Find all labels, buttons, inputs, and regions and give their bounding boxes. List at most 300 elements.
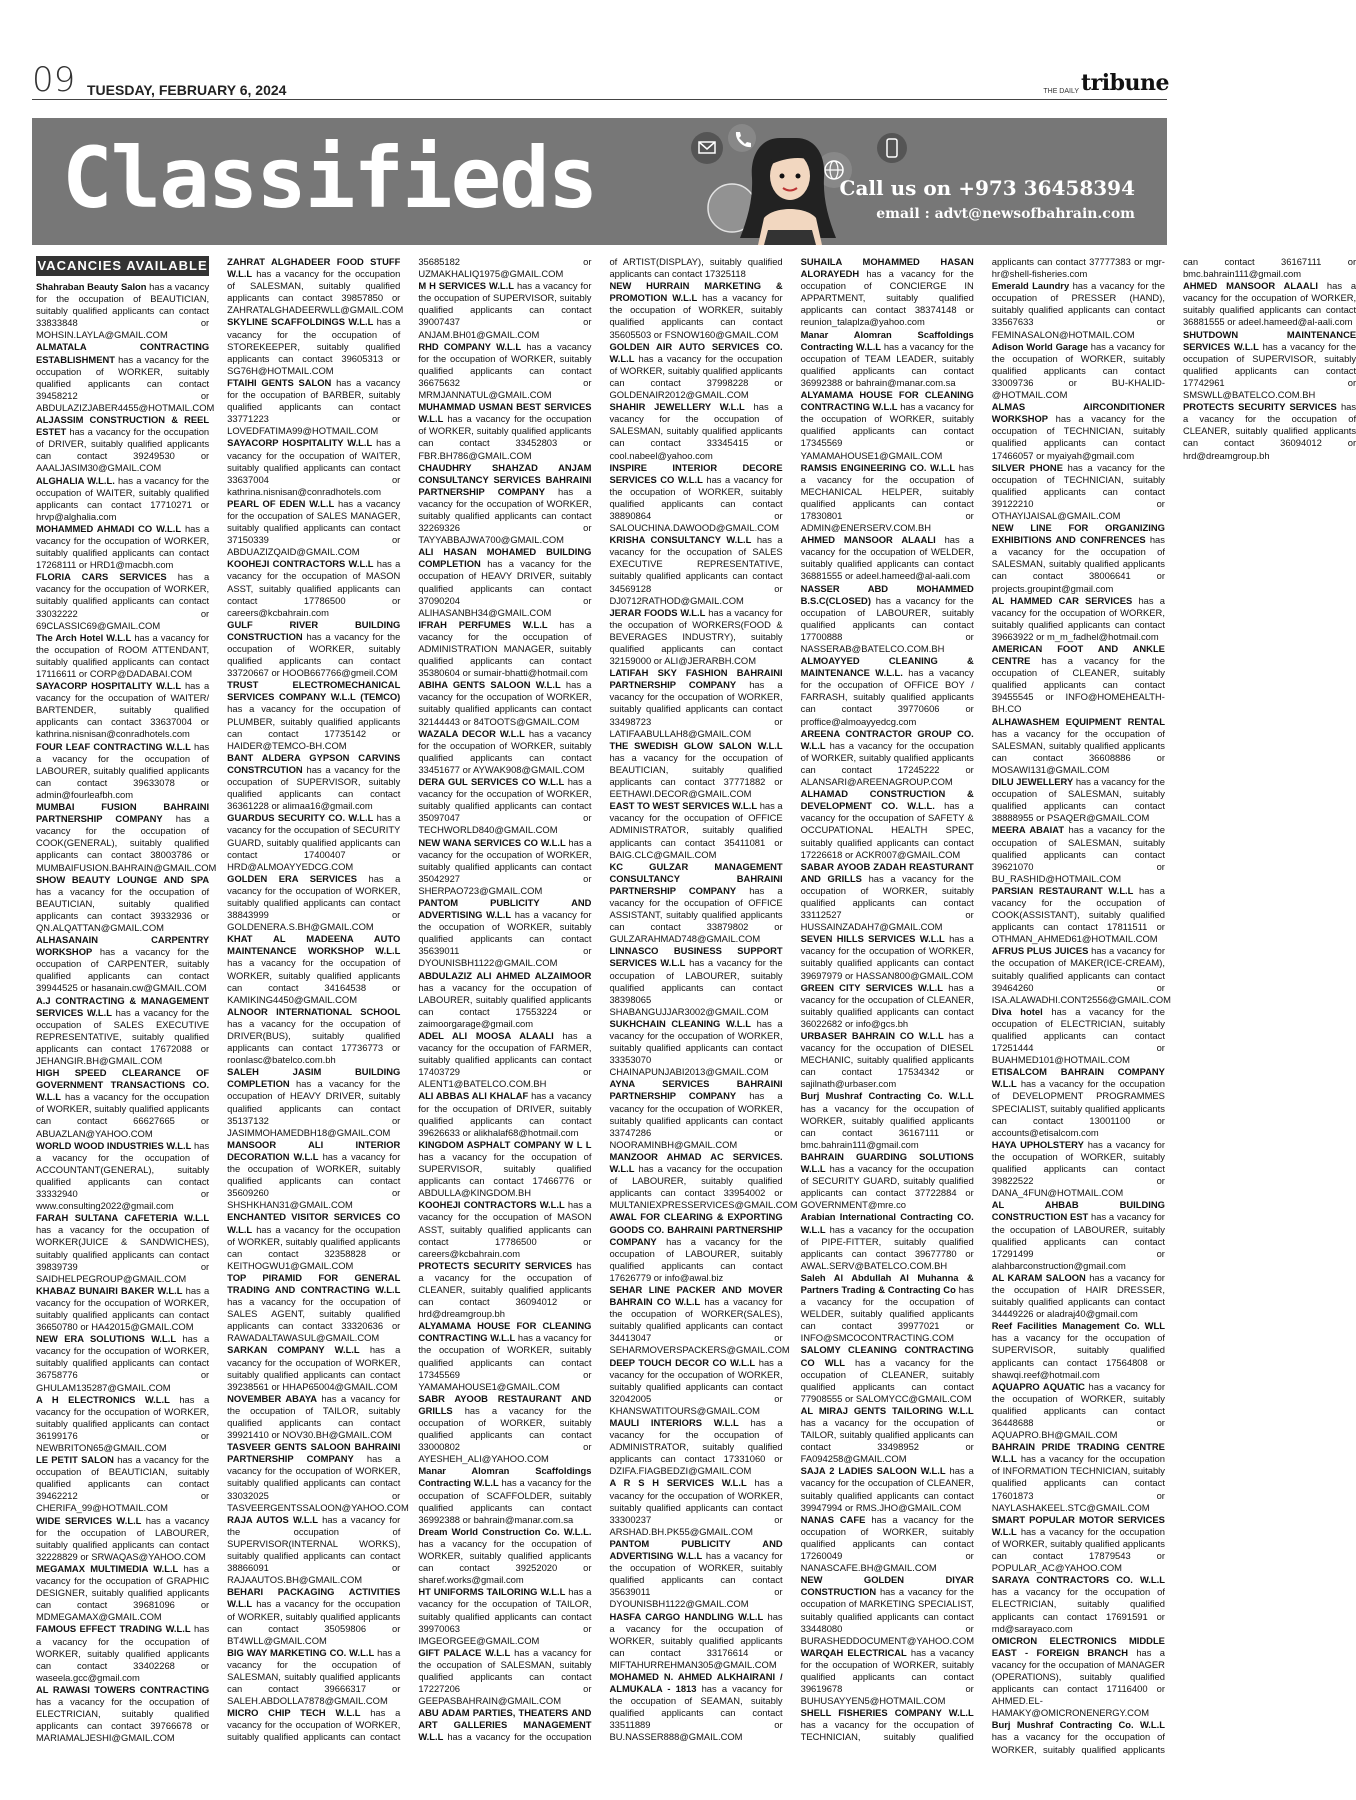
classified-ad — [418, 1320, 591, 1393]
ad-company-name: NASSER ABD MOHAMMED B.S.C(CLOSED) — [800, 582, 974, 606]
ad-text: has a vacancy for the occupation of WORKER, suitably qualified applicants can contact 17245222 or ALANSARI@AREENAGROUP.COM — [800, 739, 974, 788]
ad-text: has a vacancy for the occupation of WELDER, suitably qualified applicants can contact 39977021 or INFO@SMCOCONTRACTING.COM — [800, 1283, 974, 1344]
ad-text: has a vacancy for the occupation of WORKER, suitably qualified applicants can contact 32042005 or KHANSWATITOURS@GMAIL.COM — [609, 1356, 783, 1416]
ad-text: has a vacancy for the occupation of BEAUTICIAN, suitably qualified applicants can contact 39462212 or CHERIFA_99@HOTMAIL.COM — [36, 1454, 210, 1514]
classified-ad — [227, 1066, 400, 1139]
classified-ad — [227, 1344, 400, 1392]
classified-ad — [36, 801, 217, 874]
ad-company-name: SAYACORP HOSPITALITY W.L.L — [36, 680, 182, 692]
ad-text: has a vacancy for the occupation of COOK(GENERAL), suitably qualified applicants can contact 38003786 or MUMBAIFUSION.BAHRAIN@GMAIL.COM — [36, 813, 217, 873]
classified-ad — [609, 341, 782, 401]
ad-company-name: SALEH JASIM BUILDING COMPLETION — [227, 1066, 401, 1090]
classified-ad — [227, 619, 400, 679]
ad-text: has a vacancy for the occupation of SECURITY GUARD, suitably qualified applicants can contact 37722884 or GOVERNMENT@mre.co — [800, 1163, 974, 1211]
classified-ad — [609, 607, 782, 667]
classified-ad — [1183, 329, 1356, 402]
ad-company-name: ALHAMAD CONSTRUCTION & DEVELOPMENT CO. W.L.L. — [800, 788, 974, 812]
ad-text: has a vacancy for the occupation of CLEANER, suitably qualified applicants can contact 36094012 or hrd@dreamgroup.bh — [1182, 401, 1356, 461]
ad-company-name: SARKAN COMPANY W.L.L — [227, 1344, 360, 1356]
classified-ad — [227, 377, 400, 437]
ad-text: has a vacancy for the occupation of WORKER, suitably qualified applicants can contact 35059806 or BT4WLL@GMAIL.COM — [227, 1598, 401, 1646]
ad-text: has a vacancy for the occupation of WORKER, suitably qualified applicants can contact 36448688 or AQUAPRO.BH@GMAIL.COM — [991, 1380, 1165, 1441]
classified-ad — [801, 1514, 974, 1574]
ad-company-name: HASFA CARGO HANDLING W.L.L — [609, 1610, 764, 1622]
ad-text: has a vacancy for the occupation of FARMER, suitably qualified applicants can contact 17403729 or ALENT1@BATELCO.COM.BH — [418, 1030, 592, 1090]
classified-ad — [227, 1139, 400, 1212]
ad-text: has a vacancy for the occupation of TECHNICIAN, suitably qualified applicants can contact 37777383 or mgr-hr@shell-fisheries.com — [800, 256, 1165, 1743]
ad-company-name: SHUTDOWN MAINTENANCE SERVICES W.L.L — [1182, 328, 1356, 352]
mobile-icon — [877, 133, 907, 163]
classified-ad — [609, 800, 782, 860]
ad-company-name: SKYLINE SCAFFOLDINGS W.L.L — [227, 316, 374, 328]
ad-text: has a vacancy for the occupation of CLEANER, suitably qualified applicants can contact 36022682 or info@gcs.bh — [800, 981, 974, 1029]
classified-ad — [36, 1515, 209, 1563]
classified-ad — [418, 776, 591, 836]
classified-ad — [609, 1538, 782, 1611]
classified-ad — [418, 1260, 591, 1320]
ad-company-name: WIDE SERVICES W.L.L — [36, 1514, 142, 1526]
ad-text: has a vacancy for the occupation of SUPERVISOR, suitably qualified applicants can contact 39007437 or ANJAM.BH01@GMAIL.COM — [418, 280, 592, 340]
classified-ad — [992, 1635, 1165, 1720]
ad-text: has a vacancy for the occupation of OFFICE BOY / FARRASH, suitably qualified applicants can contact 39770606 or proffice@almoayyedcg.com — [800, 667, 974, 727]
classified-ad — [609, 1150, 798, 1211]
ad-text: has a vacancy for the occupation of BEAUTICIAN, suitably qualified applicants can contact 33833848 or MOHSIN.LAYLA@GMAIL.COM — [36, 281, 210, 341]
ad-company-name: THE SWEDISH GLOW SALON W.L.L — [609, 739, 783, 751]
ad-text: has a vacancy for the occupation of WORKER, suitably qualified applicants can contact 33176614 or MIFTAHURREHMAN305@GMAIL.COM — [609, 1610, 783, 1670]
classified-ad — [227, 1586, 400, 1646]
classified-ad — [609, 1611, 782, 1671]
ad-company-name: Dream World Construction Co. W.L.L. — [418, 1525, 592, 1537]
ad-company-name: KHABAZ BUNAIRI BAKER W.L.L — [36, 1284, 183, 1296]
ad-text: has a vacancy for the occupation of WORKER, suitably qualified applicants can contact 35639011 or DYOUNISBH1122@GMAIL.COM — [609, 1550, 783, 1610]
ad-text: has a vacancy for the occupation of STOREKEEPER, suitably qualified applicants can contact 39605313 or SG76H@HOTMAIL.COM — [227, 316, 401, 376]
classified-ad — [801, 1405, 974, 1465]
ad-text: has a vacancy for the occupation of LABOURER, suitably qualified applicants can contact 17700888 or NASSERAB@BATELCO.COM.BH — [800, 594, 974, 654]
ad-company-name: NEW ERA SOLUTIONS W.L.L — [36, 1333, 177, 1345]
ad-company-name: TASVEER GENTS SALOON BAHRAINI PARTNERSHIP COMPANY — [227, 1441, 401, 1465]
ad-company-name: SAYACORP HOSPITALITY W.L.L — [227, 437, 373, 449]
ad-text: has a vacancy for the occupation of WORKER, suitably qualified applicants can contact 33720667 or HOOB667766@gmeil.COM — [227, 630, 401, 679]
classified-ad — [418, 1139, 591, 1199]
ad-company-name: ALMOAYYED CLEANING & MAINTENANCE W.L.L. — [800, 655, 974, 679]
ad-company-name: NOVEMBER ABAYA — [227, 1392, 317, 1404]
classified-ad — [227, 752, 400, 812]
classified-ad — [227, 437, 400, 497]
ad-text: has a vacancy for the occupation of MECHANICAL HELPER, suitably qualified applicants can contact 17830801 or ADMIN@ENERSERV.COM.BH — [800, 461, 974, 534]
ad-company-name: FTAIHI GENTS SALON — [227, 376, 332, 388]
ad-text: has a vacancy for the occupation of HEAVY DRIVER, suitably qualified applicants can contact 37090204 or ALIHASANBH34@GMAIL.COM — [418, 558, 592, 618]
classified-ad — [801, 933, 974, 981]
ad-company-name: ALHASANAIN CARPENTRY WORKSHOP — [36, 934, 210, 958]
ad-text: has a vacancy for the occupation of WORKER, suitably qualified applicants can contact 17268111 or HRD1@macbh.com — [36, 522, 210, 571]
ad-text: has a vacancy for the occupation of WORKER, suitably qualified applicants can contact 39697979 or HASSAN800@GMAIL.COM — [800, 933, 974, 981]
classified-ad — [992, 716, 1165, 776]
ad-company-name: SAJA 2 LADIES SALOON W.L.L — [800, 1465, 946, 1477]
ad-text: has a vacancy for the occupation of WORKER, suitably qualified applicants can contact 36881555 or adeel.hameed@al-aali.com — [1182, 280, 1356, 328]
classified-ad — [801, 1030, 974, 1090]
ad-company-name: SABAR AYOOB ZADAH REASTURANT AND GRILLS — [800, 860, 974, 884]
classifieds-banner — [32, 118, 1167, 245]
classified-ad — [227, 1441, 409, 1514]
ad-text: has a vacancy for the occupation of MASON ASST, suitably qualified applicants can contact 17786500 or careers@kcbahrain.com — [227, 558, 401, 618]
ad-company-name: CHAUDHRY SHAHZAD ANJAM CONSULTANCY SERVICES BAHRAINI PARTNERSHIP COMPANY — [418, 461, 592, 497]
ad-text: has a vacancy for the occupation of OFFICE ADMINISTRATOR, suitably qualified applicants can contact 35411081 or BAIG.CLC@GMAIL.COM — [609, 800, 783, 860]
ad-text: has a vacancy for the occupation of WORKER(SALES), suitably qualified applicants can contact 34413047 or SEHARMOVERSPACKERS@GMAIL.COM — [609, 1296, 790, 1356]
ad-company-name: MOHAMED N. AHMED ALKHAIRANI / ALMUKALA - 1813 — [609, 1670, 783, 1695]
ad-text: has a vacancy for the occupation of WORKER, suitably qualified applicants can contact 32269326 or TAYYABBAJWA700@GMAIL.COM — [418, 485, 592, 546]
ad-text: has a vacancy for the occupation of WELDER, suitably qualified applicants can contact 36881555 or adeel.hameed@al-aali.com — [800, 534, 974, 582]
ad-company-name: ETISALCOM BAHRAIN COMPANY W.L.L — [991, 1066, 1165, 1090]
classified-ad — [609, 1018, 782, 1078]
classified-ad — [1183, 280, 1356, 328]
ad-text: has a vacancy for the occupation of SUPERVISOR, suitably qualified applicants can contact 17564808 or shawqi.reef@hotmail.com — [991, 1332, 1165, 1380]
classified-ad — [36, 1454, 209, 1514]
ad-text: has a vacancy for the occupation of WORKER, suitably qualified applicants can contact 33032222 or 69CLASSIC69@GMAIL.COM — [36, 571, 210, 631]
classified-ad — [36, 1684, 209, 1744]
ad-text: has a vacancy for the occupation of MASON ASST, suitably qualified applicants can contact 17786500 or careers@kcbahrain.com — [418, 1199, 592, 1259]
ad-text: has a vacancy for the occupation of PRESSER (HAND), suitably qualified applicants can contact 33567633 or FEMINASALON@HOTMAIL.COM — [991, 280, 1165, 340]
classified-ad — [227, 812, 400, 872]
ad-company-name: AREENA CONTRACTOR GROUP CO. W.L.L — [800, 727, 974, 751]
classified-ad — [801, 534, 974, 582]
ad-text: has a vacancy for the occupation of COOK(ASSISTANT), suitably qualified applicants can contact 17811511 or OTHMAN_AHMED61@HOTMAIL.COM — [991, 884, 1165, 945]
ad-text: has a vacancy for the occupation of HEAVY DRIVER, suitably qualified applicants can contact 35137132 or JASIMMOHAMEDBH18@GMAIL.COM — [227, 1078, 401, 1138]
ad-text: has a vacancy for the occupation of CONCIERGE IN APPARTMENT, suitably qualified applicants can contact 38374148 or reunion_talaplza@yahoo.com — [800, 268, 974, 328]
ad-text: has a vacancy for the occupation of BARBER, suitably qualified applicants can contact 33771223 or LOVEDFATIMA99@HOTMAIL.COM — [227, 376, 401, 437]
ad-company-name: Saleh Al Abdullah Al Muhanna & Partners Trading & Contracting Co — [800, 1271, 974, 1295]
classified-ad — [36, 475, 209, 523]
ad-text: has a vacancy for the occupation of WORKER, suitably qualified applicants can contact 35685182 or UZMAKHALIQ1975@GMAIL.COM — [227, 256, 592, 1743]
classified-ad — [992, 522, 1165, 595]
ad-company-name: LE PETIT SALON — [36, 1454, 114, 1466]
classified-ad — [36, 523, 209, 571]
ad-text: has a vacancy for the occupation of WORKER, suitably qualified applicants can contact 39458212 or ABDULAZIZJABER4455@HOTMAIL.COM — [36, 353, 215, 413]
classified-ad — [992, 824, 1165, 884]
classified-ad — [227, 1006, 400, 1066]
classified-ad — [609, 1477, 782, 1537]
ad-company-name: M H SERVICES W.L.L — [418, 280, 514, 292]
ad-text: has a vacancy for the occupation of WORKER, suitably qualified applicants can contact 32144443 or 84TOOTS@GMAIL.COM — [418, 679, 592, 727]
classified-ad — [992, 1066, 1165, 1139]
ad-company-name: GREEN CITY SERVICES W.L.L — [800, 981, 944, 993]
ad-company-name: OMICRON ELECTRONICS MIDDLE EAST - FOREIGN BRANCH — [991, 1634, 1165, 1658]
ad-text: has a vacancy for the occupation of OFFICE ASSISTANT, suitably qualified applicants can contact 33879802 or GULZARAHMAD748@GMAIL.COM — [609, 884, 783, 945]
ad-company-name: EAST TO WEST SERVICES W.L.L — [609, 800, 758, 812]
ad-company-name: SABR AYOOB RESTAURANT AND GRILLS — [418, 1392, 592, 1416]
classified-ad — [227, 933, 400, 1006]
ad-company-name: GOLDEN ERA SERVICES — [227, 872, 357, 884]
ad-text: has a vacancy for the occupation of WORKER, suitably qualified applicants can contact 33452803 or FBR.BH786@GMAIL.COM — [418, 413, 592, 461]
ad-text: has a vacancy for the occupation of WORKER, suitably qualified applicants can contact 36199176 or NEWBRITON65@GMAIL.COM — [36, 1393, 210, 1453]
ad-company-name: FAMOUS EFFECT TRADING W.L.L — [36, 1623, 191, 1635]
ad-company-name: ALNOOR INTERNATIONAL SCHOOL — [227, 1005, 401, 1017]
ad-company-name: A.J CONTRACTING & MANAGEMENT SERVICES W.L.L — [36, 994, 210, 1018]
ad-text: has a vacancy for the occupation of WORKER, suitably qualified applicants can contact 33000802 or AYESHEH_ALI@YAHOO.COM — [418, 1404, 592, 1465]
classified-ad — [992, 1272, 1165, 1320]
classified-ad — [801, 462, 974, 535]
ad-text: has a vacancy for the occupation of WORKER, suitably qualified applicants can contact 39822522 or DANA_4FUN@HOTMAIL.COM — [991, 1138, 1165, 1199]
classified-ad — [227, 1272, 400, 1345]
ad-company-name: JERAR FOODS W.L.L — [609, 606, 706, 618]
ad-company-name: HAYA UPHOLSTERY — [991, 1138, 1084, 1150]
ad-text: has a vacancy for the occupation of SALESMAN, suitably qualified applicants can contact 39621070 or BU_RASHID@HOTMAIL.COM — [991, 824, 1165, 884]
classified-ad — [418, 1030, 591, 1090]
ad-text: has a vacancy for the occupation of WORKER, suitably qualified applicants can contact 35639011 or DYOUNISBH1122@GMAIL.COM — [418, 909, 592, 969]
classified-ad — [227, 498, 400, 558]
classified-ad — [801, 728, 974, 788]
ad-text: has a vacancy for the occupation of WORKER, suitably qualified applicants can contact 35609260 or SHSHKHAN31@GMAIL.COM — [227, 1150, 401, 1211]
ad-text: has a vacancy for the occupation of WORKER, suitably qualified applicants can contact 33009736 or BU-KHALID-@HOTMAIL.COM — [991, 340, 1165, 401]
classified-ad — [992, 1139, 1165, 1199]
classified-ad — [609, 740, 782, 800]
classified-ad — [36, 1394, 209, 1454]
classified-ad — [609, 534, 782, 607]
classified-ad — [609, 1078, 782, 1151]
ad-company-name: WARQAH ELECTRICAL — [800, 1646, 907, 1658]
ad-company-name: SUHAILA MOHAMMED HASAN ALORAYEDH — [800, 256, 974, 280]
ad-text: has a vacancy for the occupation of WORKER, suitably qualified applicants can contact 17345569 or YAMAMAHOUSE1@GMAIL.COM — [418, 1332, 592, 1392]
ad-text: has a vacancy for the occupation of SEAMAN, suitably qualified applicants can contact 33511889 or BU.NASSER888@GMAIL.COM — [609, 1683, 783, 1743]
classified-ad — [992, 462, 1165, 522]
classified-ad — [609, 401, 782, 461]
ad-company-name: SMART POPULAR MOTOR SERVICES W.L.L — [991, 1513, 1165, 1537]
ad-text: has a vacancy for the occupation of DIESEL MECHANIC, suitably qualified applicants can contact 17534342 or sajilnath@urbaser.com — [800, 1030, 974, 1090]
ad-text: has a vacancy for the occupation of DRIVER, suitably qualified applicants can contact 39626633 or alikhalaf68@hotmail.com — [418, 1090, 592, 1138]
ad-text: has a vacancy for the occupation of ADMINISTRATION MANAGER, suitably qualified applicants can contact 35380604 or sumair-bhatti@hotmail.com — [418, 618, 592, 679]
classified-ad — [418, 1586, 591, 1646]
logo-name: tribune — [1081, 70, 1169, 96]
phone-icon — [728, 124, 756, 152]
ad-company-name: MICRO CHIP TECH W.L.L — [227, 1707, 361, 1719]
ad-text: has a vacancy for the occupation of WORKER(JUICE & SANDWICHES), suitably qualified applicants can contact 39839739 or SAIDHELPEGROUP@GMAIL.COM — [36, 1224, 210, 1284]
classified-ad — [36, 934, 209, 994]
classified-ad — [801, 1272, 974, 1345]
ad-company-name: ENCHANTED VISITOR SERVICES CO W.L.L — [227, 1211, 401, 1235]
section-title: VACANCIES AVAILABLE — [36, 256, 209, 276]
ad-text: has a vacancy for the occupation of SUPERVISOR, suitably qualified applicants can contact 36361228 or alimaa16@gmail.com — [227, 763, 401, 812]
ad-company-name: BAHRAIN GUARDING SOLUTIONS W.L.L — [800, 1150, 974, 1175]
classified-ad — [418, 341, 591, 401]
classified-ad — [418, 1199, 591, 1259]
ad-text: has a vacancy for the occupation of CARPENTER, suitably qualified applicants can contact 39944525 or hasanain.cw@GMAIL.COM — [36, 946, 210, 994]
ad-company-name: AL MIRAJ GENTS TAILORING W.L.L — [800, 1404, 974, 1416]
classified-ad — [227, 256, 404, 316]
ad-text: has a vacancy for the occupation of ROOM ATTENDANT, suitably qualified applicants can contact 17116611 or CORP@DADABAI.COM — [36, 631, 210, 679]
ad-company-name: URBASER BAHRAIN CO W.L.L — [800, 1030, 944, 1041]
ad-text: has a vacancy for the occupation of SUPERVISOR(INTERNAL WORKS), suitably qualified applicants can contact 38866091 or RAJAAUTOS.BH@GMAIL.COM — [227, 1513, 401, 1586]
ad-text: has a vacancy for the occupation of SUPERVISOR, suitably qualified applicants can contact 17466776 or ABDULLA@KINGDOM.BH — [418, 1150, 592, 1199]
ad-company-name: ABIHA GENTS SALOON W.L.L — [418, 679, 561, 691]
ad-company-name: SHOW BEAUTY LOUNGE AND SPA — [36, 873, 210, 885]
ad-company-name: Burj Mushraf Contracting Co. W.L.L — [800, 1090, 974, 1102]
ad-text: has a vacancy for the occupation of WORKER, suitably qualified applicants can contact 36650780 or HA42015@GMAIL.COM — [36, 1284, 210, 1333]
ad-company-name: SALOMY CLEANING CONTRACTING CO WLL — [800, 1344, 974, 1368]
logo-small-text: THE DAILY — [1043, 88, 1080, 95]
ad-company-name: A R S H SERVICES W.L.L — [609, 1477, 747, 1489]
ad-text: has a vacancy for the occupation of SALESMAN, suitably qualified applicants can contact 17227206 or GEEPASBAHRAIN@GMAIL.COM — [418, 1646, 592, 1707]
ad-company-name: INSPIRE INTERIOR DECORE SERVICES CO W.L.L — [609, 461, 783, 485]
ad-company-name: BEHARI PACKAGING ACTIVITIES W.L.L — [227, 1586, 401, 1610]
classified-ad — [227, 1393, 400, 1441]
ad-company-name: KC GULZAR MANAGEMENT CONSULTANCY BAHRAINI PARTNERSHIP COMPANY — [609, 860, 783, 896]
ad-text: has a vacancy for the occupation of CLEANER, suitably qualified applicants can contact 36094012 or hrd@dreamgroup.bh — [418, 1259, 592, 1320]
banner-email-text: email : advt@newsofbahrain.com — [876, 206, 1135, 222]
ad-company-name: Manar Alomran Scaffoldings Contracting W.L.L — [418, 1465, 592, 1489]
ad-company-name: FOUR LEAF CONTRACTING W.L.L — [36, 740, 191, 752]
ad-text: has a vacancy for the occupation of WORKER, suitably qualified applicants can contact 32358828 or KEITHOGWU1@GMAIL.COM — [227, 1223, 401, 1271]
ad-company-name: MEERA ABAIAT — [991, 824, 1065, 836]
ad-text: has a vacancy for the occupation of DRIVER, suitably qualified applicants can contact 39249530 or AAALJASIM30@GMAIL.COM — [36, 426, 210, 474]
ad-company-name: DERA GUL SERVICES CO W.L.L — [418, 776, 565, 788]
ad-company-name: KHAT AL MADEENA AUTO MAINTENANCE WORKSHOP W.L.L — [227, 933, 401, 957]
classified-ad — [36, 632, 209, 680]
ad-text: has a vacancy for the occupation of WORKER, suitably qualified applicants can contact 36167111 or bmc.bahrain111@gmail.com — [800, 1102, 974, 1150]
ad-text: has a vacancy for the occupation of LABOURER, suitably qualified applicants can contact 33954002 or MULTANIEXPRESSERVICES@GMAIL.COM — [609, 1163, 798, 1211]
ad-company-name: SUKHCHAIN CLEANING W.L.L — [609, 1017, 751, 1029]
ad-text: has a vacancy for the occupation of SALESMAN, suitably qualified applicants can contact 39857850 or ZAHRATALGHADEERWLL@GMAIL.COM — [227, 268, 404, 316]
ad-company-name: GUARDUS SECURITY CO. W.L.L — [227, 812, 374, 824]
ad-text: has a vacancy for the occupation of SCAFFOLDER, suitably qualified applicants can contact 36992388 or bahrain@manar.com.sa — [418, 1477, 592, 1525]
classified-ad — [418, 897, 591, 970]
ad-company-name: KRISHA CONSULTANCY W.L.L — [609, 534, 752, 546]
ad-company-name: BIG WAY MARKETING CO. W.L.L — [227, 1646, 375, 1658]
ad-text: has a vacancy for the occupation of BEAUTICIAN, suitably qualified applicants can contact 39332936 or QN.ALQATTAN@GMAIL.COM — [36, 885, 210, 933]
ad-text: has a vacancy for the occupation of SALES MANAGER, suitably qualified applicants can contact 37150339 or ABDUAZIZQAID@GMAIL.COM — [227, 497, 401, 558]
ad-company-name: BANT ALDERA GYPSON CARVINS CONSTRCUTION — [227, 751, 401, 775]
classified-ad — [609, 1283, 790, 1357]
ad-text: has a vacancy for the occupation of WORKER, suitably qualified applicants can contact 36758776 or GHULAM135287@GMAIL.COM — [36, 1333, 210, 1393]
ad-text: has a vacancy for the occupation of LABOURER, suitably qualified applicants can contact 38398065 or SHABANGUJJAR3002@GMAIL.COM — [609, 957, 783, 1017]
ad-text: has a vacancy for the occupation of TECHNICIAN, suitably qualified applicants can contact 17466057 or myaiyah@gmail.com — [991, 413, 1165, 461]
classified-ad — [36, 1140, 209, 1213]
classified-ad — [609, 1357, 782, 1417]
ad-company-name: ALMAS AIRCONDITIONER WORKSHOP — [991, 401, 1165, 425]
ad-text: has a vacancy for the occupation of LABOURER, suitably qualified applicants can contact 17626779 or info@awal.biz — [609, 1235, 783, 1283]
ad-text: has a vacancy for the occupation of SALESMAN, suitably qualified applicants can contact 38888955 or PSAQER@GMAIL.COM — [991, 776, 1165, 824]
ad-company-name: AWAL FOR CLEARING & EXPORTING GOODS CO. BAHRAINI PARTNERSHIP COMPANY — [609, 1211, 783, 1247]
ad-company-name: NEW HURRAIN MARKETING & PROMOTION W.L.L — [609, 280, 783, 304]
ad-text: has a vacancy for the occupation of SALES EXECUTIVE REPRESENTATIVE, suitably qualified applicants can contact 17672088 or JEHANGIR.BH@GMAIL.COM — [36, 1006, 210, 1066]
classified-ad — [609, 1211, 782, 1284]
ad-text: has a vacancy for the occupation of ELECTRICIAN, suitably qualified applicants can contact 17691591 or md@sarayaco.com — [991, 1586, 1165, 1634]
classified-ad — [418, 679, 591, 727]
ad-text: has a vacancy for the occupation of ARTIST(DISPLAY), suitably qualified applicants can contact 17325118 — [447, 256, 783, 1743]
ad-text: has a vacancy for the occupation of WORKER, suitably qualified applicants can contact 38843999 or GOLDENERA.S.BH@GMAIL.COM — [227, 872, 401, 933]
ad-company-name: ALMATALA CONTRACTING ESTABLISHMENT — [36, 341, 210, 365]
classified-ad — [418, 728, 591, 776]
ad-company-name: ZAHRAT ALGHADEER FOOD STUFF W.L.L — [227, 256, 401, 280]
ad-text: has a vacancy for the occupation of TAILOR, suitably qualified applicants can contact 33498952 or FA094258@GMAIL.COM — [800, 1417, 974, 1465]
ad-company-name: SARAYA CONTRACTORS CO. W.L.L — [991, 1574, 1165, 1586]
ad-text: has a vacancy for the occupation of CLEANER, suitably qualified applicants can contact 39455545 or INFO@HOMEHEALTH-BH.CO — [991, 655, 1165, 715]
classified-ad — [801, 256, 974, 329]
ad-text: has a vacancy for the occupation of WORKER, suitably qualified applicants can contact 35605503 or FSNOW160@GMAIL.COM — [609, 292, 783, 340]
ad-text: has a vacancy for the occupation of WORKER, suitably qualified applicants can contact 38890864 or SALOUCHINA.DAWOOD@GMAIL.COM — [609, 473, 783, 534]
ad-text: has a vacancy for the occupation of WAITER, suitably qualified applicants can contact 17710271 or hrvp@alghalia.com — [36, 474, 210, 522]
ad-text: has a vacancy for the occupation of MANAGER (OPERATIONS), suitably qualified applicants can contact 17116400 or AHMED.EL-HAMAKY@OMICRONENERGY.COM — [991, 1646, 1165, 1719]
issue-date: TUESDAY, FEBRUARY 6, 2024 — [87, 82, 287, 98]
classified-ad — [418, 837, 591, 897]
ad-company-name: SHELL FISHERIES COMPANY W.L.L — [800, 1707, 974, 1719]
classified-ad — [418, 970, 591, 1030]
classified-ad — [991, 945, 1171, 1005]
classified-ad — [609, 280, 782, 340]
ad-company-name: GOLDEN AIR AUTO SERVICES CO. W.L.L — [609, 340, 783, 364]
classified-ad — [418, 1393, 591, 1466]
ad-company-name: PARSIAN RESTAURANT W.L.L — [991, 884, 1134, 896]
classified-ad — [801, 583, 974, 656]
ad-company-name: Diva hotel — [991, 1005, 1043, 1017]
ad-text: has a vacancy for the occupation of WORKER, suitably qualified applicants can contact 33353070 or CHAINAPUNJABI2013@GMAIL.COM — [609, 1017, 783, 1078]
ad-company-name: LINNASCO BUSINESS SUPPORT SERVICES W.L.L — [609, 945, 783, 969]
ad-text: has a vacancy for the occupation of HAIR DRESSER, suitably qualified applicants can contact 34449226 or aladraj40@gmail.com — [991, 1271, 1165, 1320]
ad-company-name: MAULI INTERIORS W.L.L — [609, 1417, 739, 1428]
ad-company-name: MUMBAI FUSION BAHRAINI PARTNERSHIP COMPANY — [36, 801, 210, 825]
ad-text: has a vacancy for the occupation of WORKER, suitably qualified applicants can contact 34164538 or KAMIKING4450@GMAIL.COM — [227, 957, 401, 1005]
classified-ad — [801, 1211, 974, 1271]
ad-company-name: MEGAMAX MULTIMEDIA W.L.L — [36, 1562, 179, 1574]
classified-ad — [418, 619, 591, 679]
ad-company-name: AL AHBAB BUILDING CONSTRUCTION EST — [991, 1199, 1165, 1223]
ad-company-name: ALHAWASHEM EQUIPMENT RENTAL — [991, 715, 1165, 727]
ad-company-name: ABU ADAM PARTIES, THEATERS AND ART GALLERIES MANAGEMENT W.L.L — [418, 1707, 592, 1743]
ad-text: has a vacancy for the occupation of SALES AGENT, suitably qualified applicants can contact 33320636 or RAWADALTAWASUL@GMAIL.COM — [227, 1296, 401, 1344]
ad-text: has a vacancy for the occupation of SAFETY & OCCUPATIONAL HEALTH SPEC, suitably qualified applicants can contact 17226618 or ACKR007@GMAIL.COM — [800, 800, 974, 860]
ad-text: has a vacancy for the occupation of SUPERVISOR, suitably qualified applicants can contact 17742961 or SMSWLL@BATELCO.COM.BH — [1182, 340, 1356, 401]
newspaper-logo — [1043, 70, 1169, 96]
ad-company-name: Reef Facilities Management Co. WLL — [991, 1320, 1165, 1332]
classified-ad — [801, 982, 974, 1030]
ad-company-name: PROTECTS SECURITY SERVICES — [418, 1259, 573, 1271]
classified-ad — [36, 1333, 209, 1393]
ad-text: has a vacancy for the occupation of WORKER, suitably qualified applicants can contact 66627665 or ABUAZLAN@YAHOO.COM — [36, 1091, 210, 1139]
classified-ad — [992, 1514, 1165, 1574]
ad-company-name: ALI HASAN MOHAMED BUILDING COMPLETION — [418, 546, 592, 570]
ad-company-name: Manar Alomran Scaffoldings Contracting W.L.L — [800, 328, 974, 352]
ad-company-name: A H ELECTRONICS W.L.L — [36, 1393, 170, 1405]
ad-company-name: GIFT PALACE W.L.L — [418, 1646, 511, 1658]
ad-company-name: ALYAMAMA HOUSE FOR CLEANING CONTRACTING W.L.L — [418, 1320, 592, 1344]
classified-ad — [36, 1563, 209, 1623]
classified-ad — [801, 1465, 974, 1513]
classified-ad — [418, 1465, 591, 1525]
envelope-icon — [691, 132, 723, 164]
ad-text: has a vacancy for the occupation of WORKER, suitably qualified applicants can contact 33451677 or AYWAK908@GMAIL.COM — [418, 727, 592, 775]
ad-company-name: SEHAR LINE PACKER AND MOVER BAHRAIN CO W.L.L — [609, 1283, 783, 1308]
ad-text: has a vacancy for the occupation of ADMINISTRATOR, suitably qualified applicants can contact 17331060 or DZIFA.FIAGBEDZI@GMAIL.COM — [609, 1417, 783, 1477]
classified-ad — [36, 281, 209, 341]
ad-text: has a vacancy for the occupation of LABOURER, suitably qualified applicants can contact 17553224 or zaimoorgarage@gmail.com — [418, 981, 592, 1029]
classified-ad — [36, 680, 209, 740]
classified-ad — [418, 546, 591, 619]
classified-ad — [801, 389, 974, 462]
classified-ad — [992, 1381, 1165, 1441]
ad-text: has a vacancy for the occupation of TECHNICIAN, suitably qualified applicants can contact 39122210 or OTHAYIJAISAL@GMAIL.COM — [991, 461, 1165, 521]
ad-company-name: SILVER PHONE — [991, 461, 1063, 473]
classified-ad — [992, 401, 1165, 461]
ad-company-name: AL HAMMED CAR SERVICES — [991, 594, 1133, 606]
classified-ad — [36, 741, 209, 801]
ad-company-name: AYNA SERVICES BAHRAINI PARTNERSHIP COMPANY — [609, 1078, 783, 1102]
ad-company-name: AL RAWASI TOWERS CONTRACTING — [36, 1683, 210, 1695]
ad-text: has a vacancy for the occupation of SALESMAN, suitably qualified applicants can contact 36608886 or MOSAWI131@GMAIL.COM — [991, 727, 1165, 775]
ad-company-name: PANTOM PUBLICITY AND ADVERTISING W.L.L — [609, 1537, 783, 1562]
classified-ad — [36, 341, 215, 414]
classified-ad — [801, 861, 974, 934]
ad-text: has a vacancy for the occupation of WORKER, suitably qualified applicants can contact 17345569 or YAMAMAHOUSE1@GMAIL.COM — [800, 401, 974, 461]
ad-text: has a vacancy for the occupation of WORKER, suitably qualified applicants can contact 33032025 or TASVEERGENTSSALOON@YAHOO.COM — [227, 1453, 409, 1513]
classified-ad — [36, 414, 209, 474]
